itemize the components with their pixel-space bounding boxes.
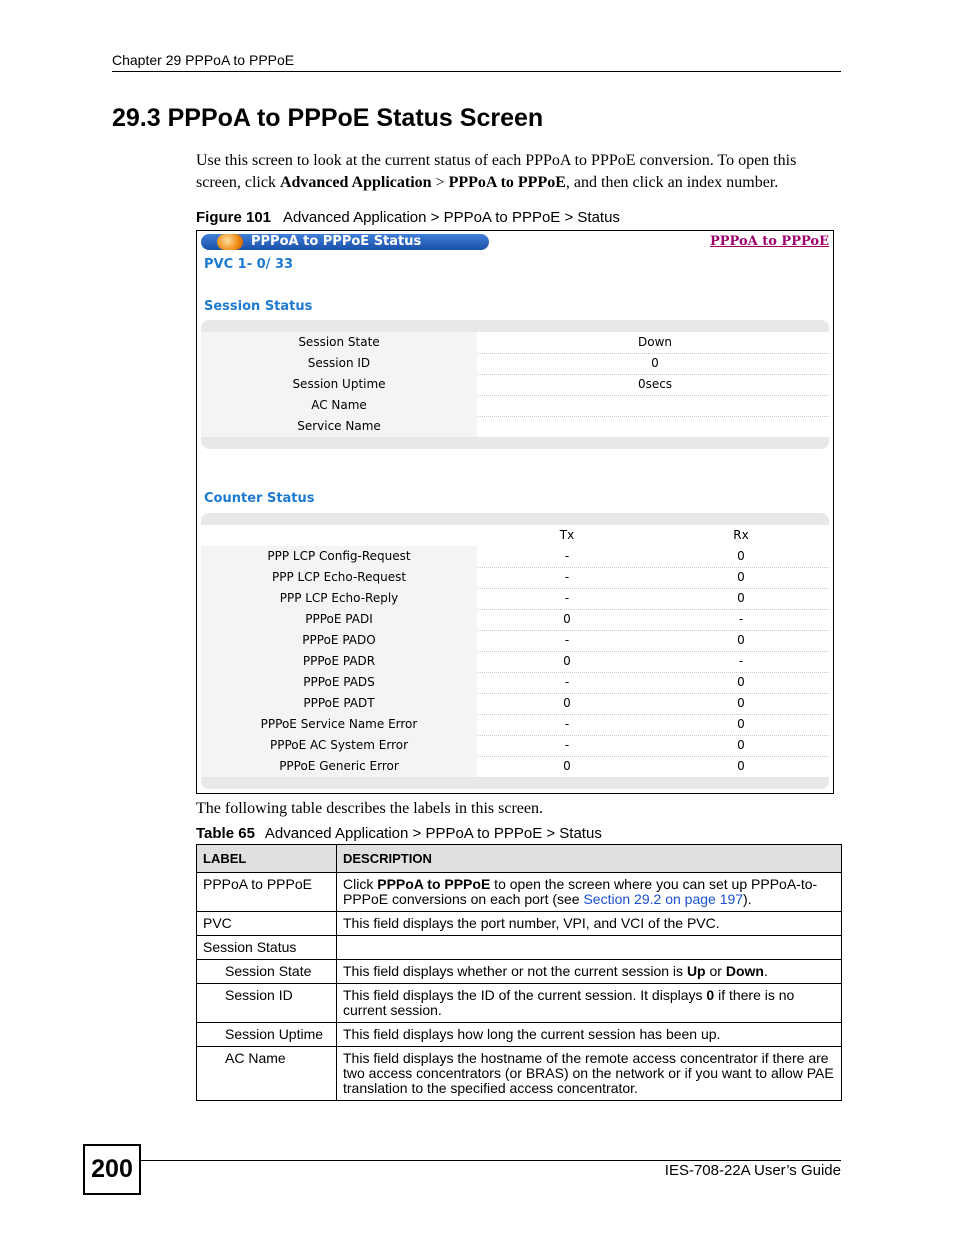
row-description xyxy=(337,984,842,1023)
session-field-value: 0 xyxy=(651,356,659,370)
row-label: Session State xyxy=(197,960,337,984)
table-row xyxy=(197,984,842,1023)
row-description xyxy=(337,960,842,984)
row-description xyxy=(337,873,842,912)
desc-text: This field displays whether or not the current session is xyxy=(343,963,687,979)
section-link[interactable]: Section 29.2 on page 197 xyxy=(583,891,744,907)
counter-label: PPPoE PADR xyxy=(201,651,477,672)
intro-text: , and then click an index number. xyxy=(565,174,779,191)
counter-tx: - xyxy=(564,570,570,584)
description-column-header: DESCRIPTION xyxy=(337,845,842,873)
counter-tx: 0 xyxy=(563,612,571,626)
counter-rx: 0 xyxy=(737,591,745,605)
session-table-bottom xyxy=(201,437,829,449)
counter-row xyxy=(201,546,829,568)
desc-text: Click xyxy=(343,876,378,892)
counter-label: PPP LCP Echo-Reply xyxy=(201,588,477,609)
counter-row xyxy=(201,588,829,610)
row-description xyxy=(337,936,842,960)
table-row xyxy=(197,1023,842,1047)
counter-row xyxy=(201,567,829,589)
desc-bold: PPPoA to PPPoE xyxy=(377,876,491,892)
title-banner xyxy=(201,234,489,250)
desc-text: or xyxy=(705,963,726,979)
session-field-label: Session State xyxy=(201,332,477,353)
session-row xyxy=(201,416,829,438)
description-table xyxy=(196,844,842,1101)
counter-tx: 0 xyxy=(563,759,571,773)
status-screenshot xyxy=(196,230,834,794)
desc-bold: Up xyxy=(686,963,706,979)
chapter-header: Chapter 29 PPPoA to PPPoE xyxy=(112,52,295,68)
counter-label: PPPoE Service Name Error xyxy=(201,714,477,735)
table-caption-text: Advanced Application > PPPoA to PPPoE > Status xyxy=(264,825,602,842)
counter-tx: - xyxy=(564,738,570,752)
table-row xyxy=(197,936,842,960)
session-row xyxy=(201,374,829,396)
desc-bold: Down xyxy=(725,963,764,979)
counter-row xyxy=(201,609,829,631)
row-label: AC Name xyxy=(197,1047,337,1101)
session-field-label: AC Name xyxy=(201,395,477,416)
counter-label: PPPoE AC System Error xyxy=(201,735,477,756)
desc-bold: 0 xyxy=(706,987,715,1003)
table-row xyxy=(197,912,842,936)
session-status-heading: Session Status xyxy=(204,299,313,314)
counter-tx: - xyxy=(564,633,570,647)
counter-table-top xyxy=(201,513,829,525)
orb-icon xyxy=(217,234,243,250)
counter-tx: - xyxy=(564,717,570,731)
intro-bold-advanced: Advanced Application xyxy=(279,174,432,191)
row-description: This field displays the hostname of the remote access concentrator if there are two access concentrators (or BRAS) on the network or if you want to allow PAE translation to the specified access concentrator. xyxy=(337,1047,842,1101)
banner-title: PPPoA to PPPoE Status xyxy=(251,234,422,249)
counter-row xyxy=(201,756,829,778)
table-label: Table 65 xyxy=(196,825,255,842)
table-header-row xyxy=(197,845,842,873)
session-field-value: Down xyxy=(637,335,672,349)
session-field-label: Service Name xyxy=(201,416,477,437)
footer-rule xyxy=(140,1160,841,1161)
counter-label: PPP LCP Config-Request xyxy=(201,546,477,567)
session-row xyxy=(201,395,829,417)
session-table-top xyxy=(201,320,829,332)
counter-tx: - xyxy=(564,591,570,605)
table-row xyxy=(197,873,842,912)
counter-rx: 0 xyxy=(737,549,745,563)
counter-label: PPP LCP Echo-Request xyxy=(201,567,477,588)
desc-text: . xyxy=(763,963,768,979)
row-description: This field displays how long the current session has been up. xyxy=(337,1023,842,1047)
table-caption xyxy=(196,825,602,842)
counter-rx: 0 xyxy=(737,696,745,710)
tx-header: Tx xyxy=(559,528,575,542)
counter-row xyxy=(201,651,829,673)
intro-text: > xyxy=(431,174,449,191)
row-label: Session Status xyxy=(197,936,337,960)
table-row xyxy=(197,1047,842,1101)
row-label: PPPoA to PPPoE xyxy=(197,873,337,912)
counter-label: PPPoE PADS xyxy=(201,672,477,693)
desc-text: This field displays the ID of the current session. It displays xyxy=(343,987,707,1003)
desc-text: if there is no current session. xyxy=(343,987,795,1018)
counter-status-heading: Counter Status xyxy=(204,491,315,506)
counter-rx: 0 xyxy=(737,759,745,773)
header-rule xyxy=(112,71,841,72)
counter-row xyxy=(201,714,829,736)
counter-tx: - xyxy=(564,549,570,563)
session-row xyxy=(201,332,829,354)
counter-header-row xyxy=(201,525,829,546)
figure-label: Figure 101 xyxy=(196,209,272,226)
label-column-header: LABEL xyxy=(197,845,337,873)
row-description: This field displays the port number, VPI, and VCI of the PVC. xyxy=(337,912,842,936)
counter-label: PPPoE PADT xyxy=(201,693,477,714)
counter-rx: 0 xyxy=(737,717,745,731)
counter-label: PPPoE Generic Error xyxy=(201,756,477,777)
counter-rx: - xyxy=(738,654,744,668)
rx-header: Rx xyxy=(733,528,749,542)
row-label: PVC xyxy=(197,912,337,936)
counter-rx: 0 xyxy=(737,633,745,647)
session-field-label: Session ID xyxy=(201,353,477,374)
session-row xyxy=(201,353,829,375)
table-intro: The following table describes the labels in this screen. xyxy=(196,800,544,817)
counter-row xyxy=(201,630,829,652)
session-field-label: Session Uptime xyxy=(201,374,477,395)
guide-title: IES-708-22A User’s Guide xyxy=(664,1162,841,1179)
section-title: 29.3 PPPoA to PPPoE Status Screen xyxy=(112,104,544,132)
intro-bold-pppoa: PPPoA to PPPoE xyxy=(448,174,566,191)
table-row xyxy=(197,960,842,984)
counter-row xyxy=(201,693,829,715)
counter-tx: 0 xyxy=(563,696,571,710)
intro-text: Use this screen to look at the current status of each PPPoA to PPPoE conversion. To open this screen, click xyxy=(196,152,797,191)
desc-text: to open the screen where you can set up PPPoA-to-PPPoE conversions on each port (see xyxy=(343,876,818,907)
counter-rx: 0 xyxy=(737,738,745,752)
counter-table-bottom xyxy=(201,777,829,789)
counter-label: PPPoE PADO xyxy=(201,630,477,651)
row-label: Session ID xyxy=(197,984,337,1023)
pppoa-to-pppoe-link[interactable]: PPPoA to PPPoE xyxy=(709,234,829,249)
row-label: Session Uptime xyxy=(197,1023,337,1047)
counter-rx: 0 xyxy=(737,570,745,584)
session-field-value: 0secs xyxy=(637,377,673,391)
counter-rx: - xyxy=(738,612,744,626)
counter-row xyxy=(201,672,829,694)
counter-tx: - xyxy=(564,675,570,689)
counter-label: PPPoE PADI xyxy=(201,609,477,630)
counter-rx: 0 xyxy=(737,675,745,689)
counter-tx: 0 xyxy=(563,654,571,668)
page-number: 200 xyxy=(83,1144,141,1195)
figure-caption xyxy=(196,209,620,226)
desc-text: ). xyxy=(743,891,752,907)
counter-row xyxy=(201,735,829,757)
intro-paragraph xyxy=(196,150,842,194)
figure-caption-text: Advanced Application > PPPoA to PPPoE > Status xyxy=(283,209,620,226)
pvc-heading: PVC 1- 0/ 33 xyxy=(204,257,294,272)
